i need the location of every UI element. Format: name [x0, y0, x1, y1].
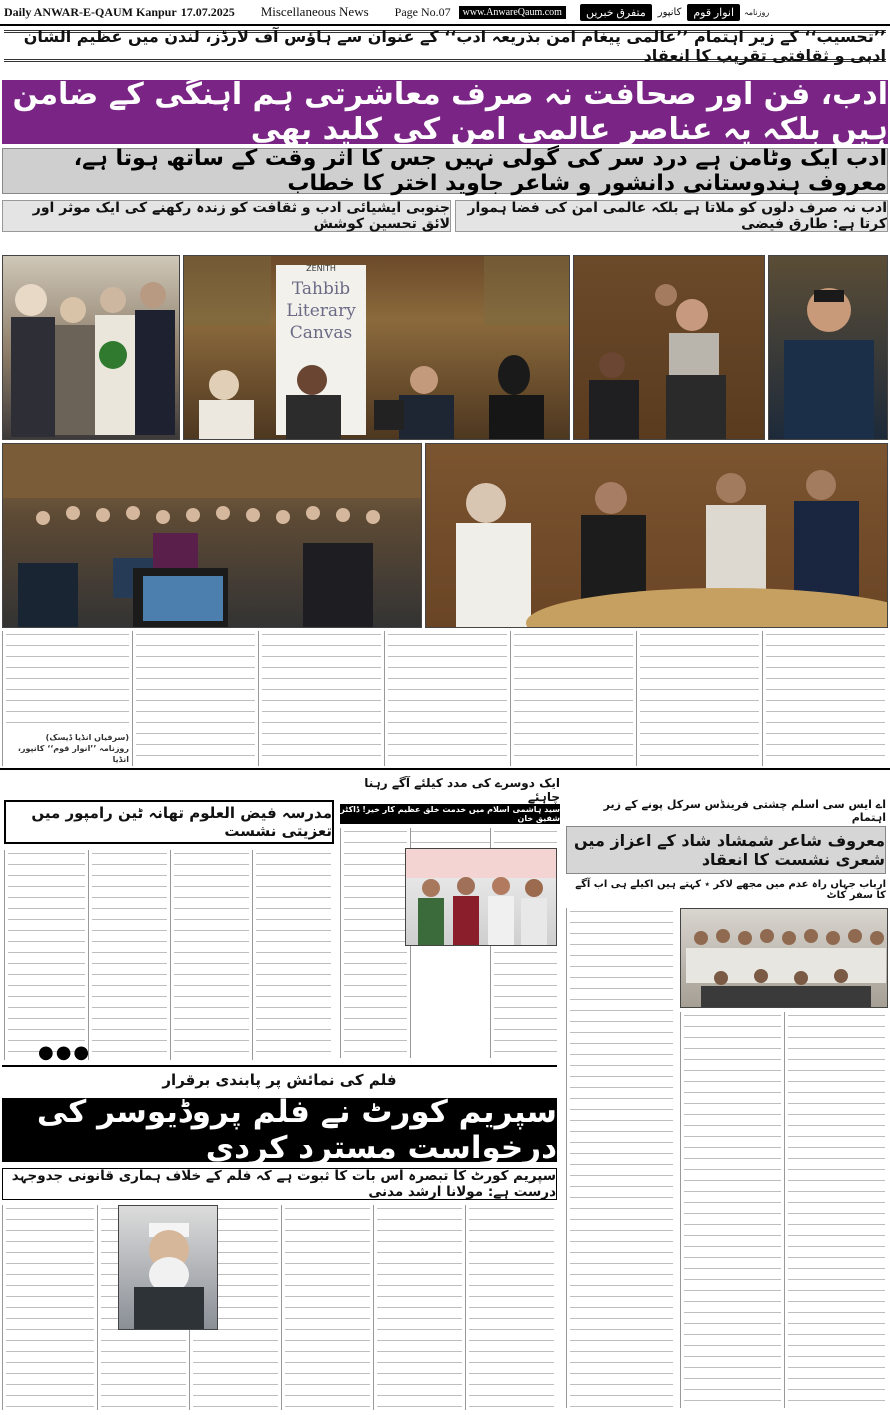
- poetry-kicker: اے ایس سی اسلم چشتی فرینڈس سرکل پونے کے زیر اہتمام: [603, 798, 886, 824]
- podium-figures: [574, 255, 764, 440]
- photo-audience-hall: [2, 443, 422, 628]
- film-subhead: سپریم کورٹ کا تبصرہ اس بات کا ثبوت ہے کہ فلم کے خلاف ہماری قانونی جدوجہد درست ہے: مولانا ارشد مدنی: [2, 1168, 557, 1200]
- help-title: ایک دوسرے کی مدد کیلئے آگے رہنا چاہئے: [364, 776, 560, 804]
- urdu-paper: انوار قوم: [687, 4, 740, 21]
- masthead-strip: [0, 0, 890, 26]
- main-deck-2-left: جنوبی ایشیائی ادب و ثقافت کو زندہ رکھنے کی ایک موثر اور لائق تحسین کوشش: [2, 200, 451, 232]
- paper-name: Daily ANWAR-E-QAUM Kanpur: [4, 4, 177, 19]
- maulana-figure: [119, 1205, 217, 1330]
- photo-poetry-group: [680, 908, 888, 1008]
- madrasa-body: [4, 850, 334, 1060]
- urdu-city: کانپور: [657, 6, 682, 18]
- audience-figures: [3, 443, 421, 628]
- main-credit: (سرفیاں انڈیا ڈیسک): [45, 733, 129, 742]
- help-subtitle: سید ہاشمی اسلام میں خدمت خلق عظیم کار خیر! ڈاکٹر شفیق خان: [340, 805, 560, 823]
- guests-figures: [3, 255, 179, 440]
- main-kicker: ’’تحسیب‘‘ کے زیر اہتمام ’’عالمی پیغام امن بذریعہ ادب‘‘ کے عنوان سے ہاؤس آف لارڈز، لندن میں عظیم الشان ادبی و ثقافتی تقریب کا انعقاد: [4, 30, 886, 62]
- poetry-group-figures: [681, 908, 887, 1008]
- film-kicker: فلم کی نمائش پر پابندی برقرار: [2, 1065, 557, 1093]
- issue-date: 17.07.2025: [180, 4, 235, 19]
- film-body: [2, 1205, 557, 1410]
- banner-title: Tahbib Literary Canvas: [286, 279, 356, 343]
- photo-speaker-portrait: [768, 255, 888, 440]
- photo-guests-group: [2, 255, 180, 440]
- photo-speakers-table: [425, 443, 888, 628]
- madrasa-end-dots: ●●●: [38, 1042, 92, 1063]
- portrait-figure: [769, 255, 887, 440]
- section-divider: [0, 768, 890, 770]
- main-headline: ادب، فن اور صحافت نہ صرف معاشرتی ہم آہنگی کے ضامن ہیں بلکہ یہ عناصر عالمی امن کی کلید بھی: [2, 80, 888, 144]
- main-byline: روزنامہ ’’انوار قوم‘‘ کانپور، انڈیا: [17, 744, 129, 764]
- main-story-body: [2, 631, 888, 766]
- stage-panel-figures: [184, 255, 569, 440]
- main-deck-1: ادب ایک وٹامن ہے درد سر کی گولی نہیں جس کا اثر وقت کے ساتھ ہوتا ہے، معروف ہندوستانی دانشور و شاعر جاوید اختر کا خطاب: [2, 148, 888, 194]
- film-headline: سپریم کورٹ نے فلم پروڈیوسر کی درخواست مسترد کردی: [2, 1098, 557, 1162]
- poetry-body: [680, 1012, 888, 1408]
- poetry-title: معروف شاعر شمشاد شاد کے اعزاز میں شعری نشست کا انعقاد: [566, 826, 886, 874]
- photo-stage-panel: [183, 255, 570, 440]
- poetry-quote: ارباب جہاں راہ عدم میں مجھے لاکر ٭ کہتے ہیں اکیلے ہی اب آگے کا سفر کاٹ: [575, 879, 886, 901]
- website[interactable]: www.AnwareQaum.com: [459, 6, 566, 19]
- photo-maulana-arshad-madni: [118, 1205, 218, 1330]
- help-event-figures: [406, 848, 556, 946]
- urdu-section: متفرق خبریں: [580, 4, 652, 21]
- poetry-verse-column: [566, 908, 676, 1408]
- urdu-daily: روزنامہ: [744, 7, 770, 17]
- main-deck-2-right: ادب نہ صرف دلوں کو ملاتا ہے بلکہ عالمی امن کی فضا ہموار کرتا ہے: طارق فیضی: [455, 200, 888, 232]
- speakers-table-figures: [426, 443, 887, 628]
- section-name: Miscellaneous News: [260, 4, 369, 19]
- photo-help-event: [405, 848, 557, 946]
- photo-speaker-podium: [573, 255, 765, 440]
- banner-logo: ZENITH: [306, 264, 336, 273]
- madrasa-title: مدرسہ فیض العلوم تھانہ ٹین رامپور میں تعزیتی نشست: [4, 800, 334, 844]
- page-number: Page No.07: [394, 4, 451, 19]
